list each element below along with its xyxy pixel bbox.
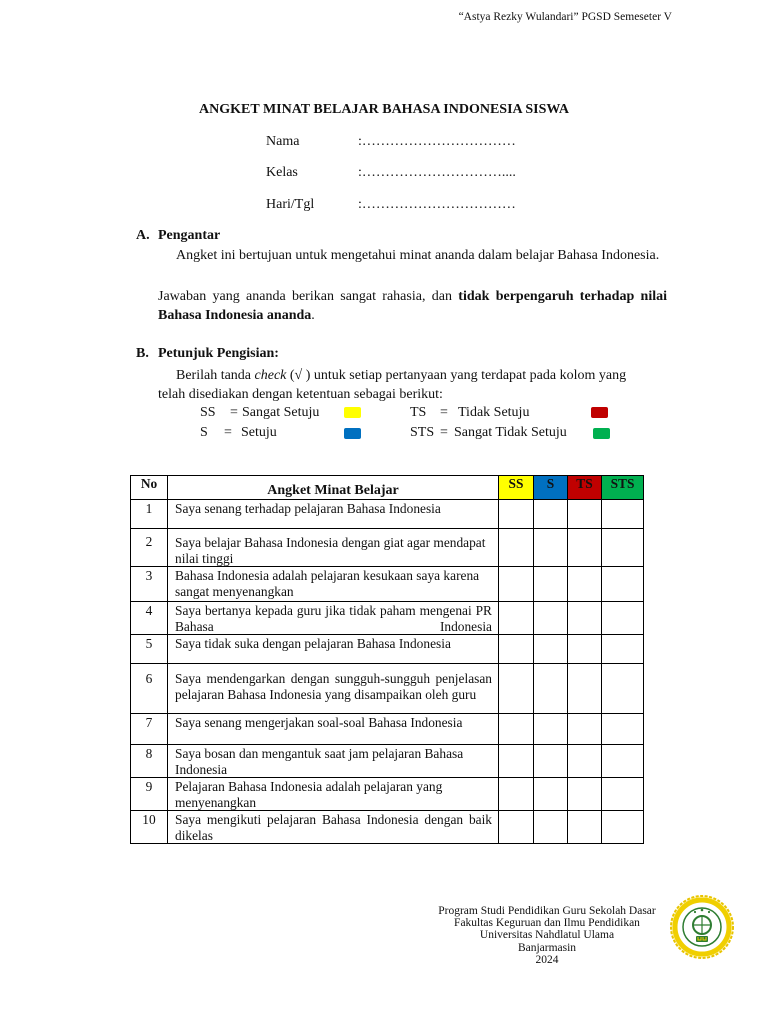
page-header: “Astya Rezky Wulandari” PGSD Semeseter V [458, 11, 672, 23]
legend-swatch-sts [593, 428, 610, 439]
table-row [131, 529, 644, 567]
section-title: Petunjuk Pengisian: [158, 346, 279, 361]
answer-cell-ts[interactable] [568, 500, 602, 529]
answer-cell-s[interactable] [534, 567, 568, 602]
field-value: :………………………….... [358, 165, 516, 180]
table-row [131, 635, 644, 664]
answer-cell-ts[interactable] [568, 635, 602, 664]
legend-eq: = [230, 405, 238, 420]
answer-cell-ss[interactable] [499, 664, 534, 714]
legend-code: S [200, 425, 208, 440]
row-statement: Saya senang terhadap pelajaran Bahasa Indonesia [168, 500, 499, 529]
paragraph-text: Jawaban yang ananda berikan sangat rahasia, dan [158, 289, 459, 304]
table-row [131, 811, 644, 844]
answer-cell-ts[interactable] [568, 567, 602, 602]
answer-cell-s[interactable] [534, 714, 568, 745]
answer-cell-ss[interactable] [499, 529, 534, 567]
answer-cell-ss[interactable] [499, 567, 534, 602]
answer-cell-ts[interactable] [568, 664, 602, 714]
section-a-paragraph-2 [158, 287, 667, 325]
row-number: 1 [131, 500, 168, 529]
answer-cell-ss[interactable] [499, 745, 534, 778]
table-row [131, 778, 644, 811]
footer-line: Program Studi Pendidikan Guru Sekolah Dasar [438, 905, 656, 917]
section-a-heading [136, 228, 220, 244]
row-number: 2 [131, 529, 168, 567]
row-statement: Bahasa Indonesia adalah pelajaran kesukaan saya karena sangat menyenangkan [168, 567, 499, 602]
paragraph-italic: check [254, 368, 287, 383]
answer-cell-ts[interactable] [568, 745, 602, 778]
col-header-statement: Angket Minat Belajar [168, 476, 499, 500]
answer-cell-s[interactable] [534, 529, 568, 567]
legend-text: Setuju [241, 425, 277, 440]
field-value: :…………………………… [358, 197, 516, 212]
legend-ts [410, 405, 529, 421]
row-statement: Saya mendengarkan dengan sungguh-sungguh penjelasan pelajaran Bahasa Indonesia yang disampaikan oleh guru [168, 664, 499, 714]
legend-swatch-ts [591, 407, 608, 418]
legend-eq: = [224, 425, 232, 440]
answer-cell-sts[interactable] [602, 778, 644, 811]
paragraph-text: (√ ) untuk setiap pertanyaan yang terdapat pada kolom yang telah disediakan dengan ketentuan sebagai berikut: [158, 368, 627, 402]
table-row [131, 500, 644, 529]
legend-code: STS [410, 425, 435, 440]
answer-cell-sts[interactable] [602, 567, 644, 602]
row-number: 3 [131, 567, 168, 602]
answer-cell-ss[interactable] [499, 714, 534, 745]
footer-line: Fakultas Keguruan dan Ilmu Pendidikan [454, 917, 640, 930]
answer-cell-ss[interactable] [499, 602, 534, 635]
row-statement [168, 602, 499, 635]
answer-cell-s[interactable] [534, 602, 568, 635]
answer-cell-ts[interactable] [568, 778, 602, 811]
answer-cell-sts[interactable] [602, 745, 644, 778]
row-statement: Saya bosan dan mengantuk saat jam pelajaran Bahasa Indonesia [168, 745, 499, 778]
section-b-paragraph [158, 366, 648, 404]
row-statement: Pelajaran Bahasa Indonesia adalah pelajaran yang menyenangkan [168, 778, 499, 811]
row-statement: Saya tidak suka dengan pelajaran Bahasa Indonesia [168, 635, 499, 664]
col-header-no: No [131, 476, 168, 500]
row-number: 6 [131, 664, 168, 714]
answer-cell-s[interactable] [534, 778, 568, 811]
answer-cell-s[interactable] [534, 500, 568, 529]
row-statement: Saya mengikuti pelajaran Bahasa Indonesia dengan baik dikelas [168, 811, 499, 844]
field-nama [266, 134, 516, 150]
field-hari-tgl [266, 197, 516, 213]
legend-s [200, 425, 277, 441]
field-label: Hari/Tgl [266, 197, 315, 212]
row-number: 10 [131, 811, 168, 844]
col-header-s: S [534, 476, 568, 500]
row-number: 7 [131, 714, 168, 745]
answer-cell-sts[interactable] [602, 811, 644, 844]
answer-cell-s[interactable] [534, 664, 568, 714]
table-row [131, 714, 644, 745]
footer-line: Universitas Nahdlatul Ulama [479, 929, 615, 942]
row-number: 5 [131, 635, 168, 664]
university-seal-icon [670, 895, 734, 959]
legend-sts [410, 425, 567, 441]
paragraph-end: . [311, 308, 315, 323]
footer-line: Banjarmasin [517, 941, 577, 954]
section-marker: B. [136, 346, 149, 361]
answer-cell-ss[interactable] [499, 778, 534, 811]
answer-cell-ss[interactable] [499, 811, 534, 844]
legend-text: Sangat Setuju [242, 405, 320, 420]
legend-swatch-s [344, 428, 361, 439]
field-value: :…………………………… [358, 134, 516, 149]
institution-footer [437, 905, 657, 966]
legend-eq: = [440, 425, 448, 440]
row-statement-text: Saya bertanya kepada guru jika tidak paham mengenai PR Bahasa Indonesia [175, 603, 492, 634]
paragraph-emphasis: tidak berpengaruh terhadap nilai Bahasa Indonesia ananda [158, 289, 667, 323]
answer-cell-ts[interactable] [568, 714, 602, 745]
col-header-ss: SS [499, 476, 534, 500]
answer-cell-sts[interactable] [602, 602, 644, 635]
table-row [131, 602, 644, 635]
row-statement: Saya belajar Bahasa Indonesia dengan giat agar mendapat nilai tinggi [168, 529, 499, 567]
field-label: Nama [266, 134, 300, 149]
answer-cell-ss[interactable] [499, 500, 534, 529]
document-title: ANGKET MINAT BELAJAR BAHASA INDONESIA SISWA [199, 102, 569, 117]
table-row [131, 664, 644, 714]
row-statement: Saya senang mengerjakan soal-soal Bahasa Indonesia [168, 714, 499, 745]
table-row [131, 567, 644, 602]
section-b-heading [136, 346, 279, 362]
answer-cell-ts[interactable] [568, 529, 602, 567]
paragraph-text: Berilah tanda [176, 368, 255, 383]
legend-ss [200, 405, 319, 421]
legend-code: TS [410, 405, 427, 420]
legend-code: SS [200, 405, 216, 420]
questionnaire-table [130, 475, 644, 844]
legend-eq: = [440, 405, 448, 420]
field-kelas [266, 165, 516, 181]
row-number: 8 [131, 745, 168, 778]
answer-cell-sts[interactable] [602, 714, 644, 745]
answer-cell-sts[interactable] [602, 635, 644, 664]
table-row [131, 745, 644, 778]
answer-cell-sts[interactable] [602, 500, 644, 529]
col-header-ts: TS [568, 476, 602, 500]
row-number: 9 [131, 778, 168, 811]
answer-cell-s[interactable] [534, 635, 568, 664]
answer-cell-s[interactable] [534, 811, 568, 844]
answer-cell-ts[interactable] [568, 811, 602, 844]
row-number: 4 [131, 602, 168, 635]
section-title: Pengantar [158, 228, 221, 243]
table-header-row [131, 476, 644, 500]
answer-cell-ts[interactable] [568, 602, 602, 635]
section-marker: A. [136, 228, 150, 243]
col-header-sts: STS [602, 476, 644, 500]
section-a-paragraph-1: Angket ini bertujuan untuk mengetahui minat ananda dalam belajar Bahasa Indonesia. [176, 248, 660, 263]
answer-cell-ss[interactable] [499, 635, 534, 664]
answer-cell-s[interactable] [534, 745, 568, 778]
legend-swatch-ss [344, 407, 361, 418]
legend-text: Sangat Tidak Setuju [454, 425, 567, 440]
footer-line: 2024 [535, 953, 559, 966]
legend-text: Tidak Setuju [458, 405, 530, 420]
answer-cell-sts[interactable] [602, 664, 644, 714]
answer-cell-sts[interactable] [602, 529, 644, 567]
field-label: Kelas [266, 165, 298, 180]
